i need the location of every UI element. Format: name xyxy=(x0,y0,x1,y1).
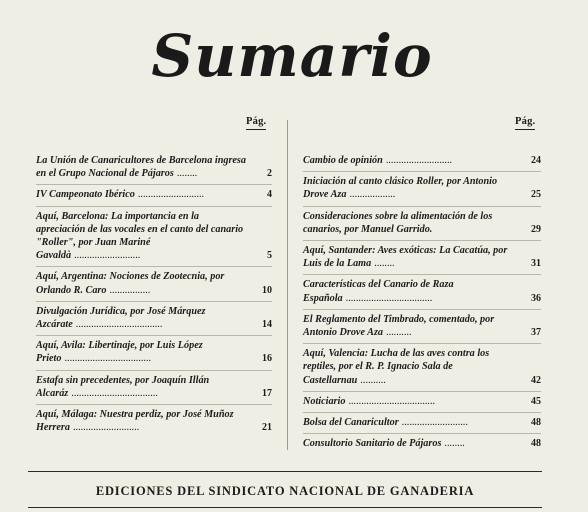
entry-page-number: 21 xyxy=(262,422,272,434)
entry-page-number: 37 xyxy=(531,327,541,339)
entry-leader-dots: .......................... xyxy=(74,250,141,262)
entry-page-number: 29 xyxy=(531,223,541,235)
entry-page-number: 5 xyxy=(267,250,272,262)
entry-title: Aquí, Santander: Aves exóticas: La Cacatúa, por Luis de la Lama ........ xyxy=(303,245,508,270)
entry-title: Aquí, Málaga: Nuestra perdiz, por José Muñoz Herrera .......................... xyxy=(36,409,234,434)
left-entry xyxy=(36,336,272,370)
entry-leader-dots: ........ xyxy=(444,438,465,450)
entry-title: Características del Canario de Raza Española .................................. xyxy=(303,279,454,304)
entry-title: Consultorio Sanitario de Pájaros ........ xyxy=(303,438,465,450)
entry-leader-dots: .................................. xyxy=(345,292,433,304)
left-page-label: Pág. xyxy=(246,116,266,130)
title-script: Sumario xyxy=(151,22,433,90)
entry-leader-dots: ........ xyxy=(374,258,395,270)
entry-page-number: 45 xyxy=(531,395,541,407)
entry-title: Consideraciones sobre la alimentación de los canarios, por Manuel Garrido. xyxy=(303,210,493,235)
entry-page-number: 48 xyxy=(531,417,541,429)
left-entry xyxy=(36,302,272,336)
right-entry xyxy=(303,151,541,172)
entry-page-number: 16 xyxy=(262,353,272,365)
entry-title: Cambio de opinión .......................... xyxy=(303,155,453,166)
entry-page-number: 2 xyxy=(267,168,272,180)
column-divider xyxy=(287,120,288,450)
right-entry xyxy=(303,344,541,392)
right-column xyxy=(303,151,541,454)
right-entry xyxy=(303,434,541,454)
entry-page-number: 36 xyxy=(531,292,541,304)
entry-leader-dots: .......................... xyxy=(72,422,140,434)
right-page-label: Pág. xyxy=(515,116,535,130)
left-entry xyxy=(36,151,272,185)
entry-title: El Reglamento del Timbrado, comentado, por Antonio Drove Aza .......... xyxy=(303,313,495,339)
left-column xyxy=(36,151,272,438)
entry-leader-dots: .......... xyxy=(360,374,386,386)
entry-title: Estafa sin precedentes, por Joaquín Illán Alcaráz .................................. xyxy=(36,374,210,399)
entry-title: Aquí, Avila: Libertinaje, por Luis López Prieto .................................. xyxy=(36,340,203,365)
entry-title: Aquí, Valencia: Lucha de las aves contra los reptiles, por el R. P. Ignacio Sala de Castellarnau .......... xyxy=(303,348,490,386)
footer-publisher: EDICIONES DEL SINDICATO NACIONAL DE GANADERIA xyxy=(95,484,475,498)
entry-leader-dots: .......................... xyxy=(401,417,468,429)
entry-page-number: 42 xyxy=(531,374,541,386)
left-entry xyxy=(36,207,272,268)
entry-leader-dots: .................................. xyxy=(348,395,436,407)
entry-page-number: 31 xyxy=(531,258,541,270)
entry-page-number: 10 xyxy=(262,284,272,296)
entry-page-number: 17 xyxy=(262,387,272,399)
entry-page-number: 25 xyxy=(531,189,541,201)
entry-title: Bolsa del Canaricultor .......................... xyxy=(303,417,468,429)
right-entry xyxy=(303,241,541,275)
entry-page-number: 14 xyxy=(262,319,272,331)
entry-leader-dots: .......... xyxy=(386,327,412,339)
left-entry xyxy=(36,267,272,301)
entry-title: Aquí, Barcelona: La importancia en la apreciación de las vocales en el canto del canario "Roller", por Juan Mariné Gavaldà .......................... xyxy=(36,210,244,262)
footer-rule-top xyxy=(28,471,542,472)
left-entry xyxy=(36,371,272,405)
entry-title: Aquí, Argentina: Nociones de Zootecnia, por Orlando R. Caro ................ xyxy=(36,271,225,296)
entry-title: La Unión de Canaricultores de Barcelona ingresa en el Grupo Nacional de Pájaros ........ xyxy=(36,155,246,180)
right-entry xyxy=(303,392,541,413)
entry-leader-dots: .......................... xyxy=(137,189,205,201)
right-entry xyxy=(303,172,541,206)
entry-title: Noticiario .................................. xyxy=(303,395,436,407)
entry-leader-dots: ................ xyxy=(109,284,151,296)
right-entry xyxy=(303,207,541,241)
right-entry xyxy=(303,310,541,344)
entry-leader-dots: .................................. xyxy=(75,319,163,331)
entry-leader-dots: .................. xyxy=(349,189,396,201)
entry-leader-dots: .................................. xyxy=(71,387,158,399)
entry-page-number: 4 xyxy=(267,189,272,201)
entry-title: Divulgación Jurídica, por José Márquez Azcárate .................................. xyxy=(36,305,206,331)
entry-page-number: 48 xyxy=(531,438,541,450)
right-entry xyxy=(303,275,541,309)
right-entry xyxy=(303,413,541,434)
entry-leader-dots: ........ xyxy=(176,168,198,180)
entry-leader-dots: .................................. xyxy=(64,353,152,365)
footer-rule-bottom xyxy=(28,507,542,508)
page-title xyxy=(0,12,588,98)
entry-page-number: 24 xyxy=(531,155,541,166)
sumario-logo xyxy=(0,12,588,98)
left-entry xyxy=(36,185,272,206)
left-entry xyxy=(36,405,272,438)
entry-title: IV Campeonato Ibérico .......................... xyxy=(36,189,205,201)
entry-leader-dots: .......................... xyxy=(385,155,453,166)
entry-title: Iniciación al canto clásico Roller, por Antonio Drove Aza .................. xyxy=(303,176,498,201)
